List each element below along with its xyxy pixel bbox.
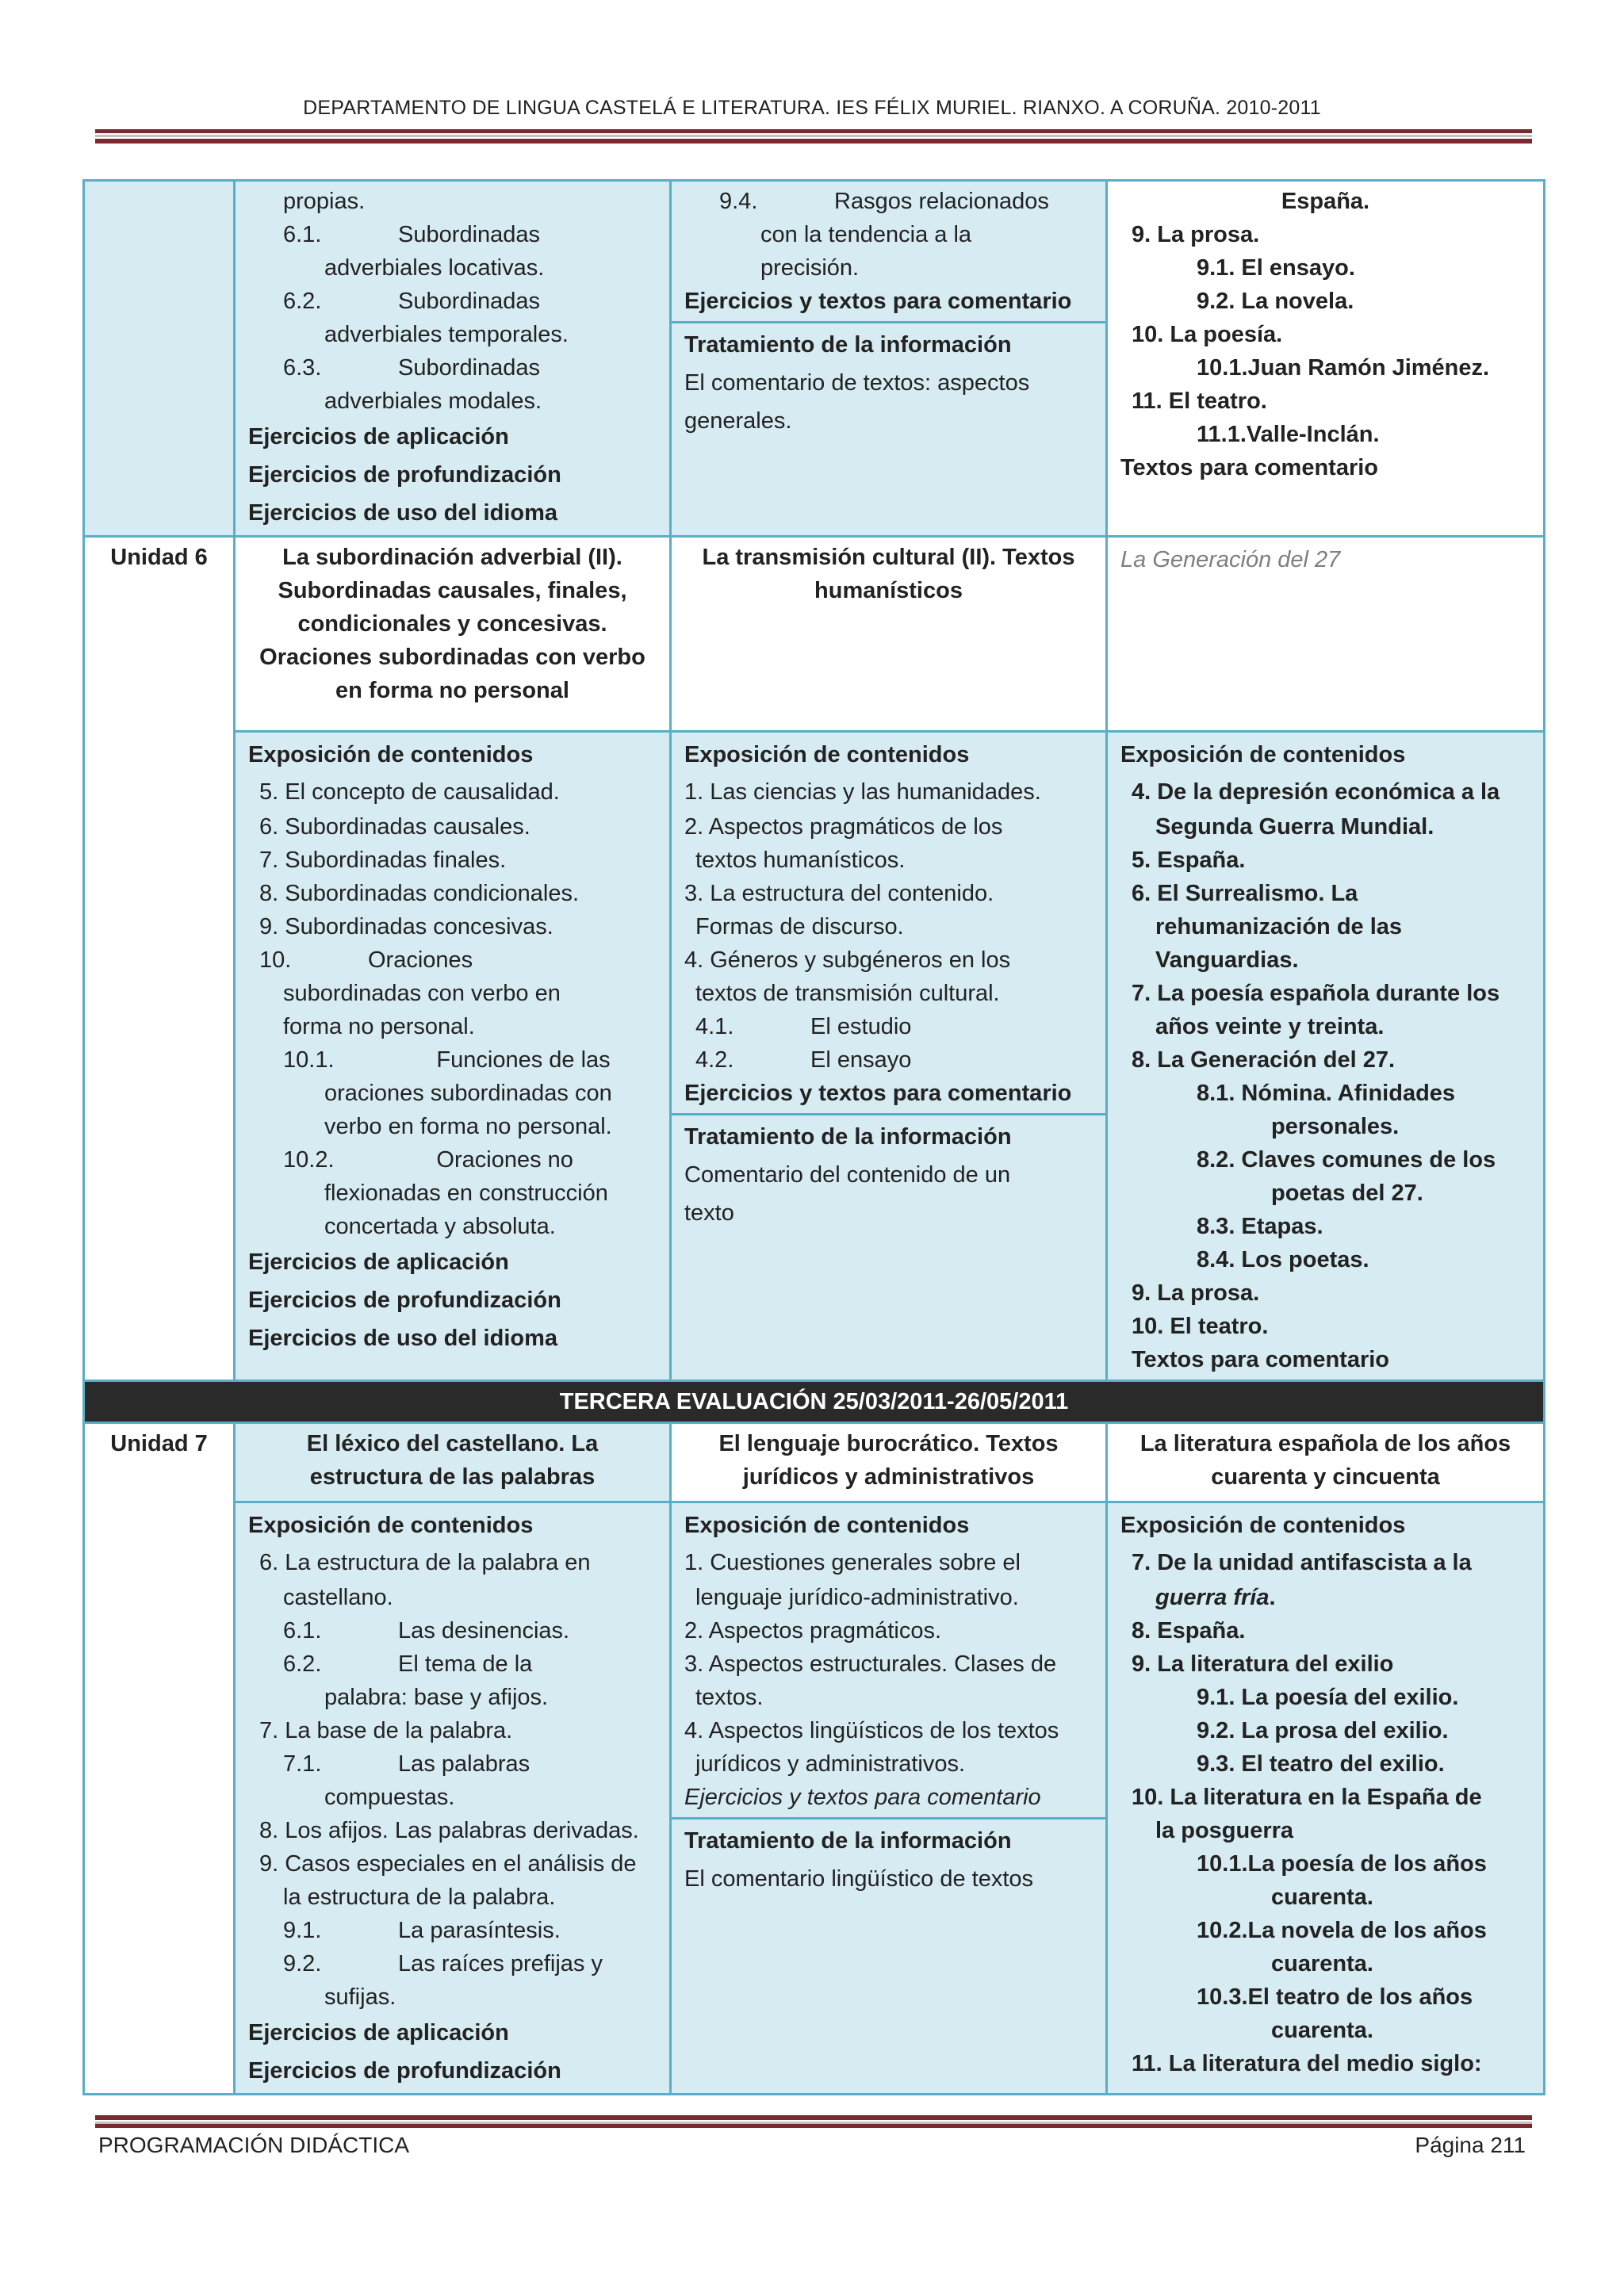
unit6-language-title: La subordinación adverbial (II). Subordinadas causales, finales, condicionales y concesivas. Oraciones subordinadas con verbo en forma no personal [235, 537, 671, 732]
unit6-contents-col2 [671, 732, 1107, 1381]
unit6-contents-col1: Exposición de contenidos 5. El concepto de causalidad. 6. Subordinadas causales. 7. Subordinadas finales. 8. Subordinadas condicionales. 9. Subordinadas concesivas. 10. Oraciones subordinadas con verbo en forma no personal. 10.1. Funciones de las oraciones subordinadas con verbo en forma no personal. 10.2. Oraciones no flexionadas en construcción concertada y absoluta. Ejercicios de aplicación Ejercicios de profundización Ejercicios de uso del idioma [235, 732, 671, 1381]
table-row [84, 181, 1545, 537]
unit-label: Unidad 7 [84, 1423, 235, 2095]
unit7-contents-col2 [671, 1502, 1107, 2095]
table-row [84, 732, 1545, 1381]
unit6-literature-title: La Generación del 27 [1107, 537, 1545, 732]
footer-title: PROGRAMACIÓN DIDÁCTICA [98, 2133, 410, 2157]
unit-label: Unidad 6 [84, 537, 235, 1381]
evaluation-banner: TERCERA EVALUACIÓN 25/03/2011-26/05/2011 [84, 1381, 1545, 1423]
unit6-text-title: La transmisión cultural (II). Textos humanísticos [671, 537, 1107, 732]
contents-col3: España. 9. La prosa. 9.1. El ensayo. 9.2. La novela. 10. La poesía. 10.1.Juan Ramón Jiménez. 11. El teatro. 11.1.Valle-Inclán. Textos para comentario [1107, 181, 1545, 537]
unit6-contents-col3: Exposición de contenidos 4. De la depresión económica a la Segunda Guerra Mundial. 5. España. 6. El Surrealismo. La rehumanización de las Vanguardias. 7. La poesía española durante los años veinte y treinta. 8. La Generación del 27. 8.1. Nómina. Afinidades personales. 8.2. Claves comunes de los poetas del 27. 8.3. Etapas. 8.4. Los poetas. 9. La prosa. 10. El teatro. Textos para comentario [1107, 732, 1545, 1381]
col2-exposition: Exposición de contenidos 1. Las ciencias y las humanidades. 2. Aspectos pragmáticos de los textos humanísticos. 3. La estructura del contenido. Formas de discurso. 4. Géneros y subgéneros en los textos de transmisión cultural. 4.1. El estudio 4.2. El ensayo Ejercicios y textos para comentario [672, 733, 1105, 1115]
contents-col2 [671, 181, 1107, 537]
col2-exposition: Exposición de contenidos 1. Cuestiones generales sobre el lenguaje jurídico-administrativo. 2. Aspectos pragmáticos. 3. Aspectos estructurales. Clases de textos. 4. Aspectos lingüísticos de los textos jurídicos y administrativos. Ejercicios y textos para comentario [672, 1503, 1105, 1820]
table-row [84, 537, 1545, 732]
footer-rule [95, 2114, 1532, 2128]
unit-cell-empty [84, 181, 235, 537]
page-header: DEPARTAMENTO DE LINGUA CASTELÁ E LITERATURA. IES FÉLIX MURIEL. RIANXO. A CORUÑA. 2010-2011 [303, 97, 1321, 119]
page-number: Página 211 [1415, 2133, 1526, 2157]
table-row [84, 1381, 1545, 1423]
unit7-language-title: El léxico del castellano. La estructura de las palabras [235, 1423, 671, 1502]
col2-exposition: 9.4. Rasgos relacionados con la tendencia a la precisión. Ejercicios y textos para comentario [672, 182, 1105, 323]
table-row [84, 1423, 1545, 1502]
col2-information: Tratamiento de la información Comentario del contenido de un texto [684, 1124, 1012, 1226]
programming-table [82, 179, 1545, 2095]
unit7-literature-title: La literatura española de los años cuarenta y cincuenta [1107, 1423, 1545, 1502]
col2-information: Tratamiento de la información El comentario de textos: aspectos generales. [684, 332, 1030, 434]
contents-col1: propias. 6.1. Subordinadas adverbiales locativas. 6.2. Subordinadas adverbiales temporales. 6.3. Subordinadas adverbiales modales. Ejercicios de aplicación Ejercicios de profundización Ejercicios de uso del idioma [235, 181, 671, 537]
unit7-contents-col3: Exposición de contenidos 7. De la unidad antifascista a la guerra fría. 8. España. 9. La literatura del exilio 9.1. La poesía del exilio. 9.2. La prosa del exilio. 9.3. El teatro del exilio. 10. La literatura en la España de la posguerra 10.1.La poesía de los años cuarenta. 10.2.La novela de los años cuarenta. 10.3.El teatro de los años cuarenta. 11. La literatura del medio siglo: [1107, 1502, 1545, 2095]
table-row [84, 1502, 1545, 2095]
unit7-text-title: El lenguaje burocrático. Textos jurídicos y administrativos [671, 1423, 1107, 1502]
unit7-contents-col1: Exposición de contenidos 6. La estructura de la palabra en castellano. 6.1. Las desinencias. 6.2. El tema de la palabra: base y afijos. 7. La base de la palabra. 7.1. Las palabras compuestas. 8. Los afijos. Las palabras derivadas. 9. Casos especiales en el análisis de la estructura de la palabra. 9.1. La parasíntesis. 9.2. Las raíces prefijas y sufijas. Ejercicios de aplicación Ejercicios de profundización [235, 1502, 671, 2095]
col2-information: Tratamiento de la información El comentario lingüístico de textos [684, 1828, 1034, 1892]
header-rule [95, 129, 1532, 144]
